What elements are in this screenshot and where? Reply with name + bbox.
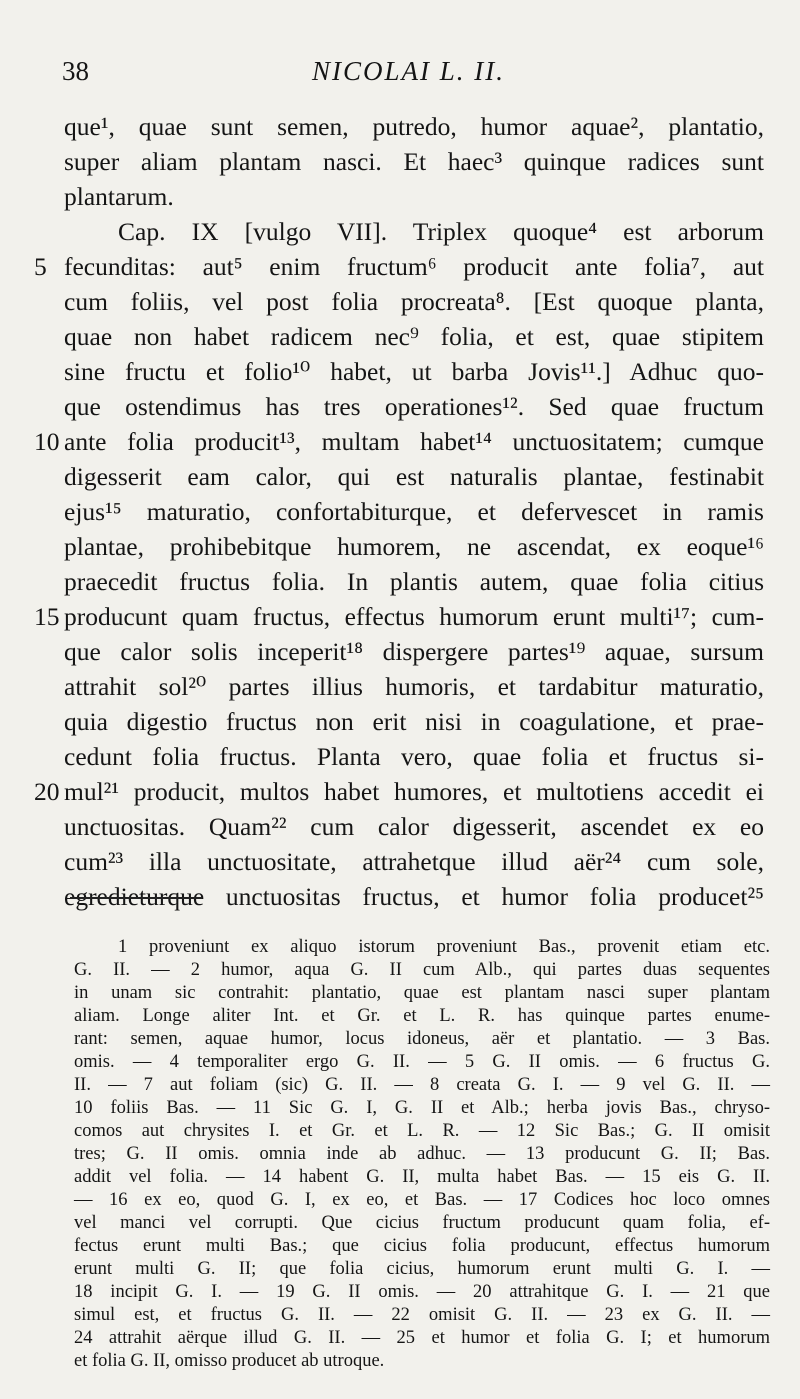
text-line: plantarum. [64,182,174,211]
footnote-line: addit vel folia. — 14 habent G. II, multa habet Bas. — 15 eis G. II. [74,1167,770,1187]
footnote-line: 24 attrahit aërque illud G. II. — 25 et humor et folia G. I; et humorum [74,1328,770,1348]
footnote-line: in unam sic contrahit: plantatio, quae est plantam nasci super plantam [74,983,770,1003]
text-line: que ostendimus has tres operationes¹². Sed quae fructum [64,392,764,421]
footnote-line: — 16 ex eo, quod G. I, ex eo, et Bas. — 17 Codices hoc loco omnes [74,1190,770,1210]
text-line: cedunt folia fructus. Planta vero, quae folia et fructus si- [64,742,764,771]
footnote-line: II. — 7 aut foliam (sic) G. II. — 8 creata G. I. — 9 vel G. II. — [74,1075,770,1095]
text-line: 15 producunt quam fructus, effectus humorum erunt multi¹⁷; cum- [64,600,764,634]
text-line: 20 mul²¹ producit, multos habet humores, et multotiens accedit ei [64,775,764,809]
text-line: sine fructu et folio¹⁰ habet, ut barba Jovis¹¹.] Adhuc quo- [64,357,764,386]
footnote-line: 1 proveniunt ex aliquo istorum proveniunt Bas., provenit etiam etc. [118,937,770,957]
footnote-line: tres; G. II omis. omnia inde ab adhuc. — 13 producunt G. II; Bas. [74,1144,770,1164]
text-line: 5 fecunditas: aut⁵ enim fructum⁶ producit ante folia⁷, aut [64,250,764,284]
line-number: 5 [34,252,47,281]
text-line: cum foliis, vel post folia procreata⁸. [Est quoque planta, [64,287,764,316]
text-line: ejus¹⁵ maturatio, confortabiturque, et defervescet in ramis [64,497,764,526]
page-header [62,56,762,92]
text-line: quia digestio fructus non erit nisi in coagulatione, et prae- [64,707,764,736]
footnote-line: G. II. — 2 humor, aqua G. II cum Alb., qui partes duas sequentes [74,960,770,980]
page-number: 38 [62,56,89,86]
text-line: que calor solis inceperit¹⁸ dispergere partes¹⁹ aquae, sursum [64,637,764,666]
text-line: quae non habet radicem nec⁹ folia, et est, quae stipitem [64,322,764,351]
text-line: egredieturque unctuositas fructus, et humor folia producet²⁵ [64,882,764,911]
footnote-line: omis. — 4 temporaliter ergo G. II. — 5 G. II omis. — 6 fructus G. [74,1052,770,1072]
footnote-line: vel manci vel corrupti. Que cicius fructum producunt quam folia, ef- [74,1213,770,1233]
footnote-line: comos aut chrysites I. et Gr. et L. R. — 12 Sic Bas.; G. II omisit [74,1121,770,1141]
text-line: super aliam plantam nasci. Et haec³ quinque radices sunt [64,147,764,176]
footnote-divider [70,897,202,899]
footnote-line: rant: semen, aquae humor, locus idoneus, aër et plantatio. — 3 Bas. [74,1029,770,1049]
text-line: praecedit fructus folia. In plantis autem, quae folia citius [64,567,764,596]
text-line: 10 ante folia producit¹³, multam habet¹⁴ unctuositatem; cumque [64,425,764,459]
footnote-line: 18 incipit G. I. — 19 G. II omis. — 20 attrahitque G. I. — 21 que [74,1282,770,1302]
line-number: 20 [34,777,60,806]
text-line: attrahit sol²⁰ partes illius humoris, et tardabitur maturatio, [64,672,764,701]
text-line: digesserit eam calor, qui est naturalis plantae, festinabit [64,462,764,491]
footnote-line: aliam. Longe aliter Int. et Gr. et L. R. has quinque partes enume- [74,1006,770,1026]
line-number: 10 [34,427,60,456]
line-number: 15 [34,602,60,631]
text-line: cum²³ illa unctuositate, attrahetque illud aër²⁴ cum sole, [64,847,764,876]
footnote-line: 10 foliis Bas. — 11 Sic G. I, G. II et Alb.; herba jovis Bas., chryso- [74,1098,770,1118]
footnote-line: et folia G. II, omisso producet ab utroque. [74,1351,385,1371]
chapter-heading-line: Cap. IX [vulgo VII]. Triplex quoque⁴ est arborum [118,217,764,246]
text-line: unctuositas. Quam²² cum calor digesserit, ascendet ex eo [64,812,764,841]
text-line: plantae, prohibebitque humorem, ne ascendat, ex eoque¹⁶ [64,532,764,561]
footnote-line: fectus erunt multi Bas.; que cicius folia producunt, effectus humorum [74,1236,770,1256]
footnote-line: simul est, et fructus G. II. — 22 omisit G. II. — 23 ex G. II. — [74,1305,770,1325]
running-head: NICOLAI L. II. [312,56,506,86]
text-line: que¹, quae sunt semen, putredo, humor aquae², plantatio, [64,112,764,141]
footnote-line: erunt multi G. II; que folia cicius, humorum erunt multi G. I. — [74,1259,770,1279]
